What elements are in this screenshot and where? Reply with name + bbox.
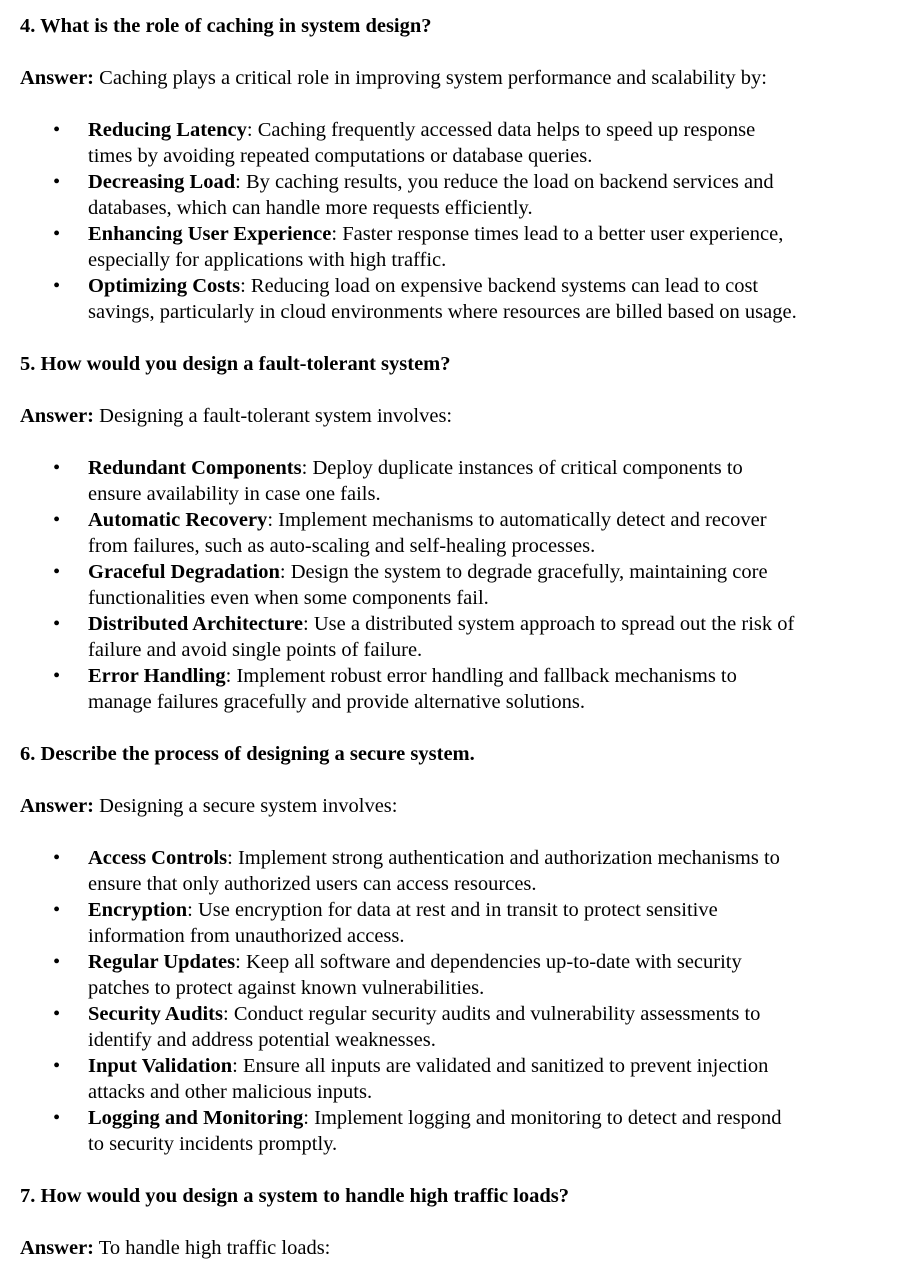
bullet-icon: • bbox=[53, 457, 61, 479]
list-item bbox=[20, 845, 917, 897]
list-item bbox=[20, 1001, 917, 1053]
point-text: Use a distributed system approach to spread out the risk of bbox=[308, 613, 795, 635]
answer-intro bbox=[20, 793, 917, 819]
list-item bbox=[20, 273, 917, 325]
point-term: Graceful Degradation bbox=[88, 561, 280, 583]
point-term: Enhancing User Experience bbox=[88, 223, 332, 245]
list-item bbox=[20, 1105, 917, 1157]
bullet-icon: • bbox=[53, 561, 61, 583]
point-text: Caching frequently accessed data helps to speed up response bbox=[252, 119, 756, 141]
point-term: Logging and Monitoring bbox=[88, 1107, 304, 1129]
answer-label: Answer: bbox=[20, 795, 95, 817]
point-text-continued: functionalities even when some components fail. bbox=[88, 587, 489, 609]
section-question-6 bbox=[20, 741, 917, 1157]
list-item bbox=[20, 117, 917, 169]
bullet-icon: • bbox=[53, 1107, 61, 1129]
point-sep: : bbox=[232, 1055, 238, 1077]
point-term: Encryption bbox=[88, 899, 188, 921]
point-term: Automatic Recovery bbox=[88, 509, 268, 531]
point-sep: : bbox=[222, 1003, 229, 1025]
list-item bbox=[20, 559, 917, 611]
point-sep: : bbox=[301, 457, 308, 479]
point-text: Conduct regular security audits and vulnerability assessments to bbox=[228, 1003, 761, 1025]
question-heading: 5. How would you design a fault-tolerant system? bbox=[20, 353, 451, 375]
answer-text: To handle high traffic loads: bbox=[94, 1237, 331, 1259]
point-sep: : bbox=[187, 899, 193, 921]
bullet-icon: • bbox=[53, 951, 61, 973]
answer-label: Answer: bbox=[20, 1237, 95, 1259]
list-item bbox=[20, 221, 917, 273]
point-text-continued: savings, particularly in cloud environments where resources are billed based on usage. bbox=[88, 301, 797, 323]
point-text: Reducing load on expensive backend systems can lead to cost bbox=[245, 275, 759, 297]
point-text-continued: from failures, such as auto-scaling and self-healing processes. bbox=[88, 535, 596, 557]
list-item bbox=[20, 663, 917, 715]
point-text-continued: manage failures gracefully and provide alternative solutions. bbox=[88, 691, 585, 713]
point-text-continued: especially for applications with high traffic. bbox=[88, 249, 447, 271]
point-term: Distributed Architecture bbox=[88, 613, 304, 635]
list-item bbox=[20, 507, 917, 559]
point-text: Deploy duplicate instances of critical components to bbox=[307, 457, 743, 479]
point-sep: : bbox=[279, 561, 286, 583]
point-sep: : bbox=[303, 1107, 309, 1129]
point-sep: : bbox=[227, 847, 233, 869]
point-text: Faster response times lead to a better user experience, bbox=[337, 223, 784, 245]
point-sep: : bbox=[303, 613, 309, 635]
point-sep: : bbox=[331, 223, 338, 245]
question-heading: 7. How would you design a system to handle high traffic loads? bbox=[20, 1185, 570, 1207]
bullet-icon: • bbox=[53, 119, 61, 141]
point-text-continued: patches to protect against known vulnerabilities. bbox=[88, 977, 485, 999]
section-question-4 bbox=[20, 13, 917, 325]
bullet-icon: • bbox=[53, 613, 61, 635]
point-text: Design the system to degrade gracefully, maintaining core bbox=[285, 561, 768, 583]
point-term: Redundant Components bbox=[88, 457, 302, 479]
bullet-icon: • bbox=[53, 275, 61, 297]
point-sep: : bbox=[240, 275, 246, 297]
point-text: Use encryption for data at rest and in transit to protect sensitive bbox=[192, 899, 718, 921]
point-sep: : bbox=[235, 951, 241, 973]
point-term: Access Controls bbox=[88, 847, 228, 869]
bullet-icon: • bbox=[53, 899, 61, 921]
point-term: Optimizing Costs bbox=[88, 275, 241, 297]
answer-text: Caching plays a critical role in improving system performance and scalability by: bbox=[94, 67, 767, 89]
point-text: Implement robust error handling and fallback mechanisms to bbox=[231, 665, 737, 687]
list-item bbox=[20, 611, 917, 663]
point-text: Implement logging and monitoring to detect and respond bbox=[309, 1107, 782, 1129]
answer-text: Designing a secure system involves: bbox=[94, 795, 398, 817]
point-text-continued: to security incidents promptly. bbox=[88, 1133, 338, 1155]
answer-text: Designing a fault-tolerant system involves: bbox=[94, 405, 453, 427]
point-term: Reducing Latency bbox=[88, 119, 247, 141]
list-item bbox=[20, 949, 917, 1001]
point-text: Implement mechanisms to automatically detect and recover bbox=[273, 509, 767, 531]
bullet-icon: • bbox=[53, 171, 61, 193]
point-sep: : bbox=[246, 119, 253, 141]
bullet-icon: • bbox=[53, 847, 61, 869]
list-item bbox=[20, 455, 917, 507]
list-item bbox=[20, 1053, 917, 1105]
point-sep: : bbox=[225, 665, 232, 687]
point-text-continued: databases, which can handle more requests efficiently. bbox=[88, 197, 533, 219]
point-text-continued: ensure availability in case one fails. bbox=[88, 483, 381, 505]
point-term: Input Validation bbox=[88, 1055, 233, 1077]
bullet-list bbox=[20, 117, 917, 325]
question-heading: 6. Describe the process of designing a secure system. bbox=[20, 743, 475, 765]
question-heading: 4. What is the role of caching in system design? bbox=[20, 15, 432, 37]
point-text-continued: ensure that only authorized users can access resources. bbox=[88, 873, 537, 895]
bullet-icon: • bbox=[53, 223, 61, 245]
point-term: Error Handling bbox=[88, 665, 226, 687]
point-text-continued: failure and avoid single points of failure. bbox=[88, 639, 423, 661]
point-text-continued: identify and address potential weaknesses. bbox=[88, 1029, 436, 1051]
bullet-icon: • bbox=[53, 1003, 61, 1025]
list-item bbox=[20, 897, 917, 949]
point-text-continued: times by avoiding repeated computations or database queries. bbox=[88, 145, 593, 167]
bullet-list bbox=[20, 845, 917, 1157]
bullet-icon: • bbox=[53, 509, 61, 531]
bullet-list bbox=[20, 455, 917, 715]
point-text: Ensure all inputs are validated and sanitized to prevent injection bbox=[237, 1055, 769, 1077]
answer-intro bbox=[20, 1235, 917, 1261]
section-question-7 bbox=[20, 1183, 917, 1261]
bullet-icon: • bbox=[53, 1055, 61, 1077]
answer-label: Answer: bbox=[20, 67, 95, 89]
answer-intro bbox=[20, 65, 917, 91]
point-sep: : bbox=[267, 509, 274, 531]
point-term: Security Audits bbox=[88, 1003, 223, 1025]
section-question-5 bbox=[20, 351, 917, 715]
point-text: Keep all software and dependencies up-to-date with security bbox=[240, 951, 742, 973]
list-item bbox=[20, 169, 917, 221]
point-text: By caching results, you reduce the load on backend services and bbox=[240, 171, 774, 193]
point-text-continued: attacks and other malicious inputs. bbox=[88, 1081, 373, 1103]
point-text: Implement strong authentication and authorization mechanisms to bbox=[232, 847, 780, 869]
point-term: Decreasing Load bbox=[88, 171, 236, 193]
point-term: Regular Updates bbox=[88, 951, 236, 973]
bullet-icon: • bbox=[53, 665, 61, 687]
point-sep: : bbox=[235, 171, 241, 193]
answer-intro bbox=[20, 403, 917, 429]
answer-label: Answer: bbox=[20, 405, 95, 427]
point-text-continued: information from unauthorized access. bbox=[88, 925, 405, 947]
